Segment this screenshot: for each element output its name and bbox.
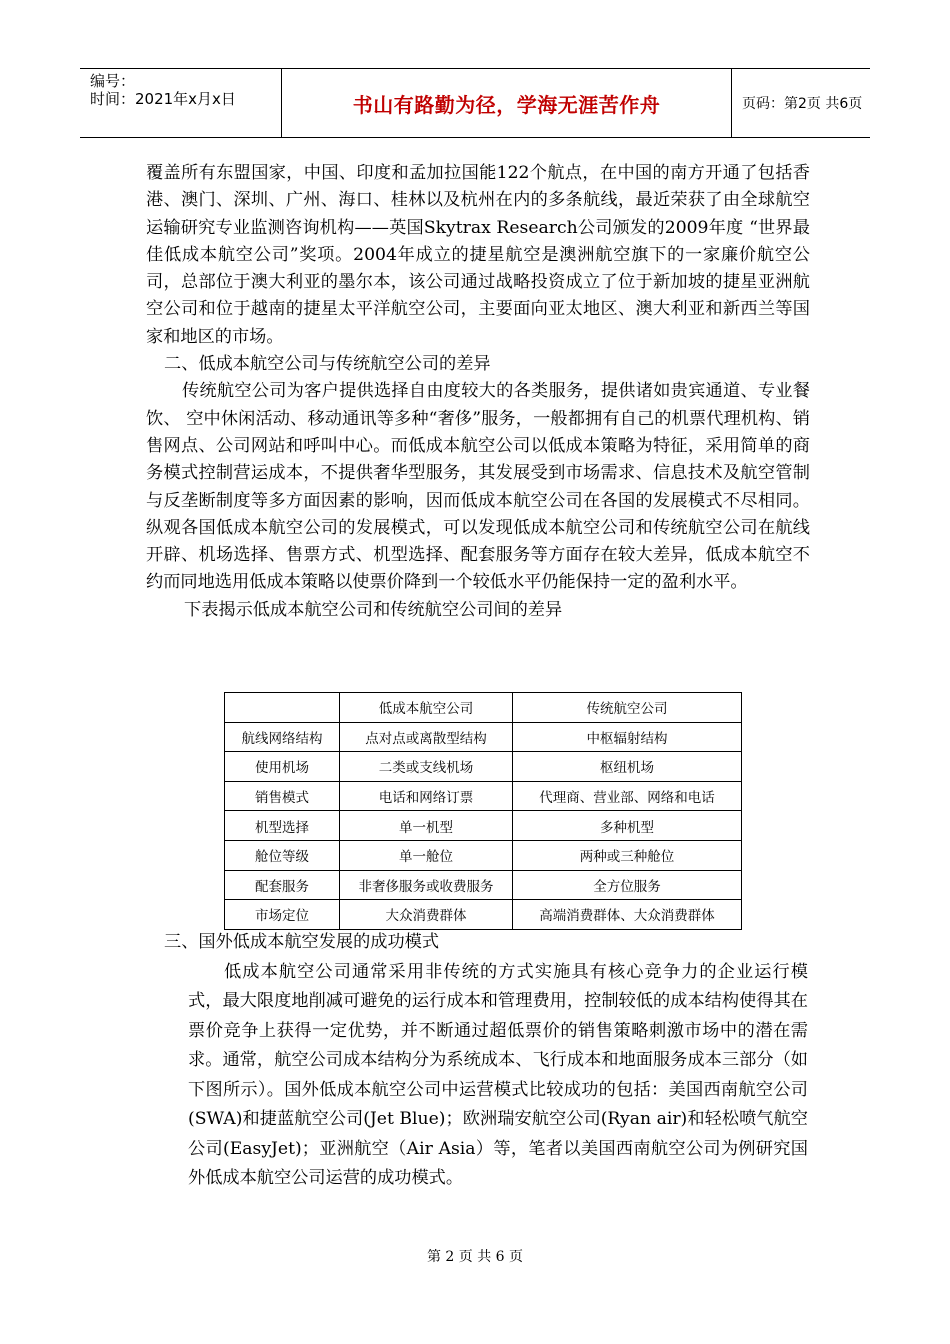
paragraph-success-models: 低成本航空公司通常采用非传统的方式实施具有核心竞争力的企业运行模式，最大限度地削减可避免的运行成本和管理费用，控制较低的成本结构使得其在票价竞争上获得一定优势，并不断通过超低票价的销售策略刺激市场中的潜在需求。通常，航空公司成本结构分为系统成本、飞行成本和地面服务成本三部分（如下图所示）。国外低成本航空公司中运营模式比较成功的包括：美国西南航空公司(SWA)和捷蓝航空公司(Jet Blue)；欧洲瑞安航空公司(Ryan air)和轻松喷气航空公司(EasyJet)；亚洲航空（Air Asia）等，笔者以美国西南航空公司为例研究国外低成本航空公司运营的成功模式。 — [188, 961, 808, 1188]
paragraph-intro: 覆盖所有东盟国家，中国、印度和孟加拉国能122个航点，在中国的南方开通了包括香港、澳门、深圳、广州、海口、桂林以及杭州在内的多条航线，最近荣获了由全球航空运输研究专业监测咨询机构——英国Skytrax Research公司颁发的2009年度 “世界最佳低成本航空公司”奖项。2004年成立的捷星航空是澳洲航空旗下的一家廉价航空公司，总部位于澳大利亚的墨尔本，该公司通过战略投资成立了位于新加坡的捷星亚洲航空公司和位于越南的捷星太平洋航空公司，主要面向亚太地区、澳大利亚和新西兰等国家和地区的市场。 — [146, 163, 810, 347]
table-cell: 销售模式 — [225, 781, 340, 811]
table-row — [225, 840, 742, 870]
table-header-cell: 低成本航空公司 — [340, 693, 513, 723]
header-info-cell — [80, 69, 282, 137]
table-row — [225, 781, 742, 811]
table-cell: 电话和网络订票 — [340, 781, 513, 811]
table-cell: 非奢侈服务或收费服务 — [340, 870, 513, 900]
document-body — [146, 160, 810, 624]
table-cell: 高端消费群体、大众消费群体 — [513, 900, 742, 930]
table-cell: 航线网络结构 — [225, 722, 340, 752]
table-header-cell — [225, 693, 340, 723]
document-date-label: 时间：2021年x月x日 — [90, 90, 236, 108]
table-caption: 下表揭示低成本航空公司和传统航空公司间的差异 — [184, 599, 563, 620]
table-cell: 中枢辐射结构 — [513, 722, 742, 752]
table-cell: 机型选择 — [225, 811, 340, 841]
table-cell: 代理商、营业部、网络和电话 — [513, 781, 742, 811]
header-motto: 书山有路勤为径，学海无涯苦作舟 — [282, 69, 732, 137]
table-cell: 配套服务 — [225, 870, 340, 900]
table-cell: 大众消费群体 — [340, 900, 513, 930]
table-row — [225, 870, 742, 900]
page-footer: 第 2 页 共 6 页 — [426, 1249, 524, 1265]
table-row — [225, 900, 742, 930]
section-3 — [146, 928, 810, 1194]
table-cell: 多种机型 — [513, 811, 742, 841]
document-number-label: 编号： — [90, 72, 136, 90]
table-header-row — [225, 693, 742, 723]
table-cell: 点对点或离散型结构 — [340, 722, 513, 752]
paragraph-differences: 传统航空公司为客户提供选择自由度较大的各类服务，提供诸如贵宾通道、专业餐饮、 空中休闲活动、移动通讯等多种“奢侈”服务，一般都拥有自己的机票代理机构、销售网点、公司网站和呼叫中心。而低成本航空公司以低成本策略为特征，采用简单的商务模式控制营运成本，不提供奢华型服务，其发展受到市场需求、信息技术及航空管制与反垄断制度等多方面因素的影响，因而低成本航空公司在各国的发展模式不尽相同。纵观各国低成本航空公司的发展模式，可以发现低成本航空公司和传统航空公司在航线开辟、机场选择、售票方式、机型选择、配套服务等方面存在较大差异，低成本航空不约而同地选用低成本策略以使票价降到一个较低水平仍能保持一定的盈利水平。 — [146, 381, 810, 593]
table-cell: 两种或三种舱位 — [513, 840, 742, 870]
table-cell: 全方位服务 — [513, 870, 742, 900]
table-cell: 市场定位 — [225, 900, 340, 930]
table-header-cell: 传统航空公司 — [513, 693, 742, 723]
table-cell: 二类或支线机场 — [340, 752, 513, 782]
section-heading-2: 二、低成本航空公司与传统航空公司的差异 — [164, 354, 491, 375]
table-row — [225, 811, 742, 841]
comparison-table — [224, 692, 742, 930]
header-page-number: 页码：第2页 共6页 — [742, 96, 863, 112]
table-row — [225, 722, 742, 752]
table-cell: 使用机场 — [225, 752, 340, 782]
page-header — [80, 68, 870, 138]
section-heading-3: 三、国外低成本航空发展的成功模式 — [164, 932, 440, 952]
table-cell: 单一舱位 — [340, 840, 513, 870]
table-cell: 舱位等级 — [225, 840, 340, 870]
table-row — [225, 752, 742, 782]
table-cell: 单一机型 — [340, 811, 513, 841]
table-cell: 枢纽机场 — [513, 752, 742, 782]
